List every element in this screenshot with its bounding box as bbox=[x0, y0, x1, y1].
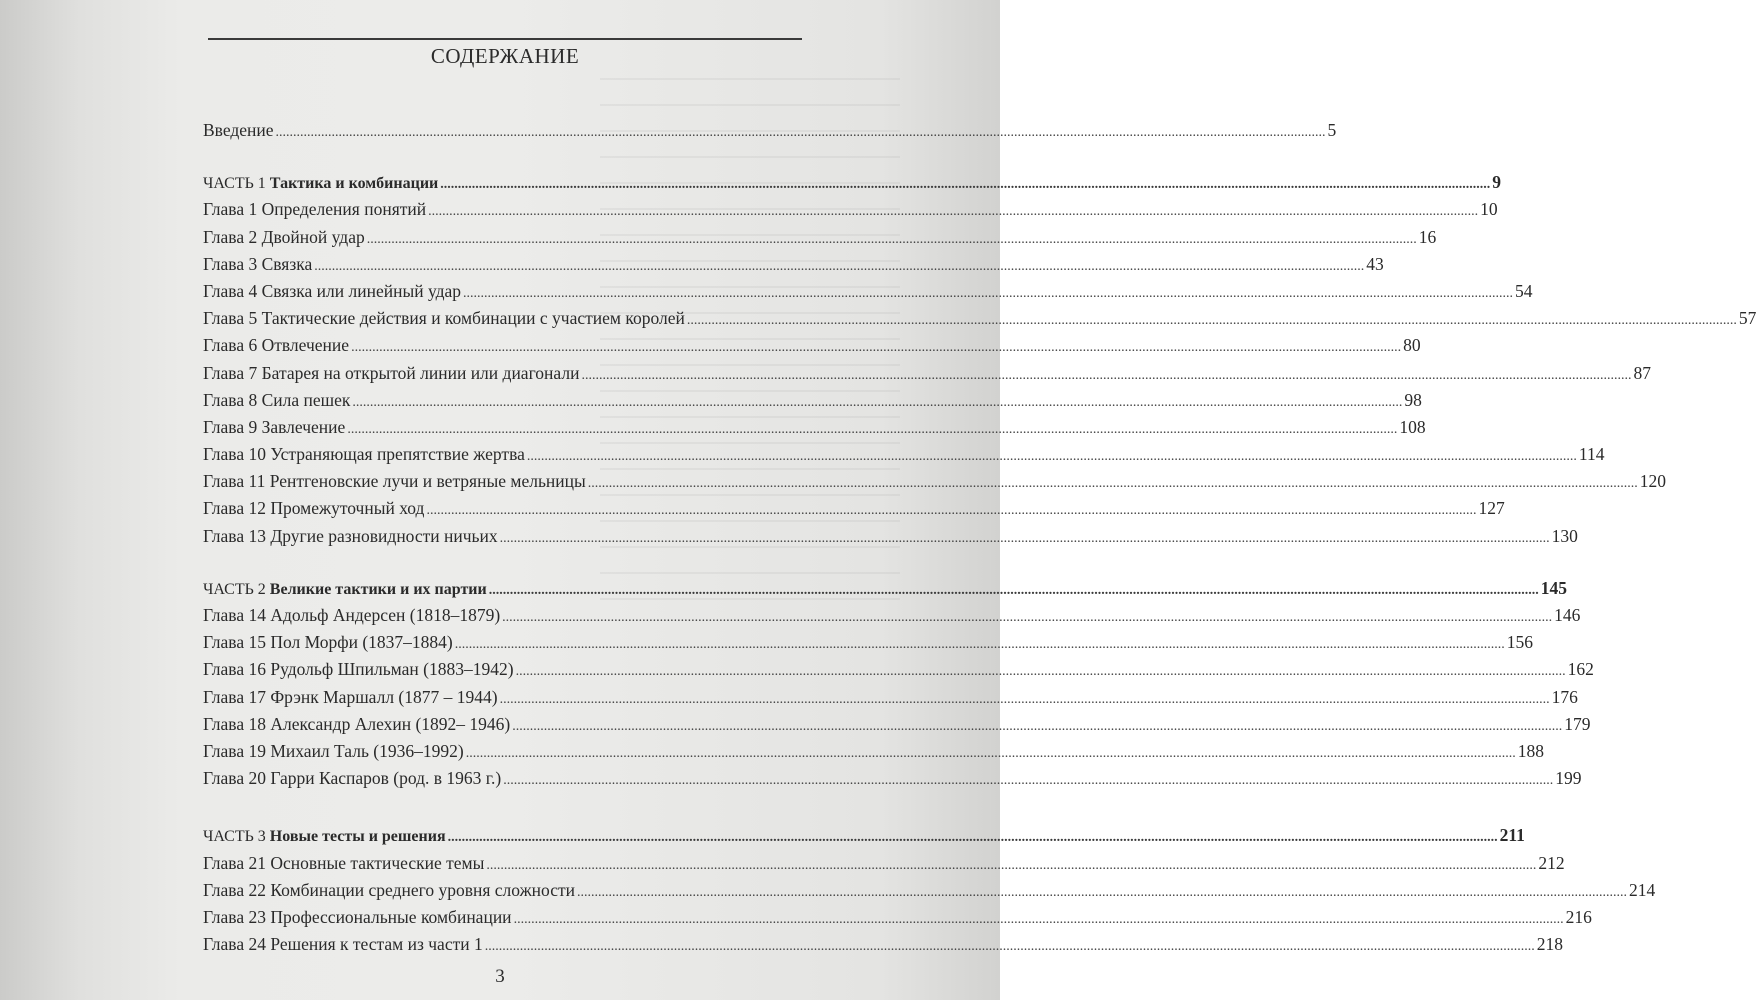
leader-dots: ............................................................................................................................................................................................................................................................................................................ bbox=[577, 884, 1628, 900]
chapter-title: Глава 11 Рентгеновские лучи и ветряные мельницы bbox=[203, 471, 586, 492]
chapter-page: 188 bbox=[1517, 740, 1544, 761]
leader-dots: ............................................................................................................................................................................................................................................................................................................ bbox=[499, 691, 1550, 707]
part-title: Великие тактики и их партии bbox=[269, 580, 487, 598]
toc-chapter bbox=[203, 686, 1578, 714]
leader-dots: ............................................................................................................................................................................................................................................................................................................ bbox=[351, 340, 1402, 356]
chapter-page: 218 bbox=[1536, 934, 1563, 955]
chapter-page: 80 bbox=[1403, 335, 1421, 356]
toc-chapter bbox=[203, 713, 1591, 741]
toc-entry-title: Введение bbox=[203, 120, 274, 140]
page-number: 3 bbox=[495, 966, 505, 987]
leader-dots: ............................................................................................................................................................................................................................................................................................................ bbox=[484, 939, 1535, 955]
toc-chapter bbox=[203, 253, 1384, 281]
leader-dots: ............................................................................................................................................................................................................................................................................................................ bbox=[512, 718, 1563, 734]
chapter-title: Глава 3 Связка bbox=[203, 253, 313, 274]
toc-chapter bbox=[203, 471, 1667, 498]
leader-dots: ............................................................................................................................................................................................................................................................................................................ bbox=[366, 231, 1417, 247]
leader-dots: ............................................................................................................................................................................................................................................................................................................ bbox=[352, 394, 1403, 410]
chapter-title: Глава 24 Решения к тестам из части 1 bbox=[203, 934, 483, 955]
leader-dots: ............................................................................................................................................................................................................................................................................................................ bbox=[581, 367, 1632, 383]
leader-dots: ............................................................................................................................................................................................................................................................................................................ bbox=[499, 530, 1550, 546]
toc-chapter bbox=[203, 226, 1437, 254]
leader-dots: ............................................................................................................................................................................................................................................................................................................ bbox=[428, 204, 1479, 220]
leader-dots: ............................................................................................................................................................................................................................................................................................................ bbox=[515, 664, 1566, 680]
part-title: Новые тесты и решения bbox=[269, 828, 446, 846]
part-page: 211 bbox=[1499, 825, 1525, 846]
chapter-title: Глава 9 Завлечение bbox=[203, 416, 346, 437]
leader-dots: ............................................................................................................................................................................................................................................................................................................ bbox=[454, 637, 1505, 653]
toc-part-2 bbox=[203, 577, 1567, 605]
chapter-page: 16 bbox=[1418, 226, 1437, 247]
toc-chapter bbox=[203, 362, 1651, 390]
leader-dots: ............................................................................................................................................................................................................................................................................................................ bbox=[513, 911, 1564, 927]
leader-dots: ............................................................................................................................................................................................................................................................................................................ bbox=[426, 503, 1477, 519]
chapter-title: Глава 2 Двойной удар bbox=[203, 226, 365, 247]
leader-dots: ............................................................................................................................................................................................................................................................................................................ bbox=[686, 313, 1737, 329]
chapter-page: 130 bbox=[1551, 525, 1578, 546]
part-page: 9 bbox=[1492, 172, 1502, 193]
chapter-page: 120 bbox=[1639, 471, 1667, 492]
chapter-title: Глава 22 Комбинации среднего уровня сложности bbox=[203, 879, 576, 900]
chapter-title: Глава 23 Профессиональные комбинации bbox=[203, 906, 512, 927]
chapter-title: Глава 16 Рудольф Шпильман (1883–1942) bbox=[203, 659, 514, 680]
leader-dots: ............................................................................................................................................................................................................................................................................................................ bbox=[486, 857, 1537, 873]
chapter-page: 57 bbox=[1738, 308, 1756, 329]
leader-dots: ............................................................................................................................................................................................................................................................................................................ bbox=[587, 476, 1638, 492]
table-of-contents bbox=[203, 120, 1756, 961]
chapter-title: Глава 17 Фрэнк Маршалл (1877 – 1944) bbox=[203, 686, 498, 707]
chapter-title: Глава 6 Отвлечение bbox=[203, 335, 350, 356]
contents-heading: СОДЕРЖАНИЕ bbox=[430, 44, 580, 68]
chapter-page: 43 bbox=[1366, 253, 1384, 274]
chapter-title: Глава 13 Другие разновидности ничьих bbox=[203, 525, 498, 546]
leader-dots: ............................................................................................................................................................................................................................................................................................................ bbox=[275, 125, 1326, 140]
toc-chapter bbox=[203, 879, 1656, 907]
toc-chapter bbox=[203, 335, 1421, 362]
chapter-page: 127 bbox=[1478, 498, 1505, 519]
leader-dots: ............................................................................................................................................................................................................................................................................................................ bbox=[347, 421, 1398, 437]
toc-chapter bbox=[203, 934, 1563, 961]
part-page: 145 bbox=[1540, 577, 1567, 598]
toc-chapter bbox=[203, 632, 1533, 659]
chapter-page: 216 bbox=[1565, 906, 1592, 927]
part-prefix: ЧАСТЬ 3 bbox=[203, 828, 266, 846]
chapter-title: Глава 21 Основные тактические темы bbox=[203, 852, 485, 873]
toc-chapter bbox=[203, 906, 1592, 934]
chapter-title: Глава 4 Связка или линейный удар bbox=[203, 280, 462, 301]
toc-chapter bbox=[203, 280, 1533, 308]
chapter-page: 179 bbox=[1564, 713, 1591, 734]
toc-chapter bbox=[203, 659, 1594, 686]
chapter-title: Глава 20 Гарри Каспаров (род. в 1963 г.) bbox=[203, 768, 502, 789]
toc-chapter bbox=[203, 768, 1582, 795]
chapter-title: Глава 8 Сила пешек bbox=[203, 389, 351, 410]
toc-entry-intro bbox=[203, 120, 1337, 147]
toc-chapter bbox=[203, 199, 1498, 226]
toc-entry-page: 5 bbox=[1327, 120, 1337, 140]
toc-chapter bbox=[203, 740, 1544, 768]
chapter-title: Глава 19 Михаил Таль (1936–1992) bbox=[203, 740, 464, 761]
chapter-page: 146 bbox=[1554, 605, 1581, 625]
toc-chapter bbox=[203, 444, 1605, 471]
chapter-page: 10 bbox=[1480, 199, 1498, 220]
leader-dots: ............................................................................................................................................................................................................................................................................................................ bbox=[503, 773, 1554, 789]
leader-dots: ............................................................................................................................................................................................................................................................................................................ bbox=[488, 582, 1539, 598]
toc-chapter bbox=[203, 389, 1422, 417]
part-title: Тактика и комбинации bbox=[269, 175, 439, 193]
chapter-title: Глава 1 Определения понятий bbox=[203, 199, 427, 220]
chapter-page: 54 bbox=[1515, 280, 1533, 301]
chapter-page: 156 bbox=[1506, 632, 1533, 653]
chapter-page: 199 bbox=[1555, 768, 1582, 789]
chapter-title: Глава 10 Устраняющая препятствие жертва bbox=[203, 444, 525, 465]
leader-dots: ............................................................................................................................................................................................................................................................................................................ bbox=[440, 177, 1491, 193]
chapter-title: Глава 7 Батарея на открытой линии или диагонали bbox=[203, 362, 580, 383]
chapter-page: 162 bbox=[1567, 659, 1594, 680]
chapter-page: 212 bbox=[1538, 852, 1565, 873]
part-prefix: ЧАСТЬ 1 bbox=[203, 175, 266, 193]
leader-dots: ............................................................................................................................................................................................................................................................................................................ bbox=[447, 830, 1498, 846]
toc-chapter bbox=[203, 498, 1505, 525]
chapter-page: 114 bbox=[1578, 444, 1605, 465]
chapter-title: Глава 14 Адольф Андерсен (1818–1879) bbox=[203, 605, 501, 625]
toc-chapter bbox=[203, 852, 1565, 880]
chapter-title: Глава 5 Тактические действия и комбинации с участием королей bbox=[203, 308, 685, 329]
leader-dots: ............................................................................................................................................................................................................................................................................................................ bbox=[314, 258, 1365, 274]
toc-chapter bbox=[203, 605, 1581, 632]
toc-chapter bbox=[203, 308, 1756, 335]
chapter-page: 176 bbox=[1551, 686, 1578, 707]
chapter-title: Глава 18 Александр Алехин (1892– 1946) bbox=[203, 713, 511, 734]
chapter-page: 214 bbox=[1629, 879, 1656, 900]
leader-dots: ............................................................................................................................................................................................................................................................................................................ bbox=[526, 449, 1577, 465]
toc-part-3 bbox=[203, 825, 1525, 852]
toc-chapter bbox=[203, 525, 1578, 553]
chapter-page: 98 bbox=[1404, 389, 1422, 410]
toc-chapter bbox=[203, 416, 1426, 444]
chapter-title: Глава 15 Пол Морфи (1837–1884) bbox=[203, 632, 453, 653]
chapter-title: Глава 12 Промежуточный ход bbox=[203, 498, 425, 519]
top-rule bbox=[208, 38, 802, 40]
chapter-page: 87 bbox=[1633, 362, 1651, 383]
leader-dots: ............................................................................................................................................................................................................................................................................................................ bbox=[502, 610, 1553, 625]
toc-part-1 bbox=[203, 172, 1502, 199]
chapter-page: 108 bbox=[1399, 416, 1426, 437]
part-prefix: ЧАСТЬ 2 bbox=[203, 580, 266, 598]
leader-dots: ............................................................................................................................................................................................................................................................................................................ bbox=[465, 745, 1516, 761]
leader-dots: ............................................................................................................................................................................................................................................................................................................ bbox=[463, 285, 1514, 301]
